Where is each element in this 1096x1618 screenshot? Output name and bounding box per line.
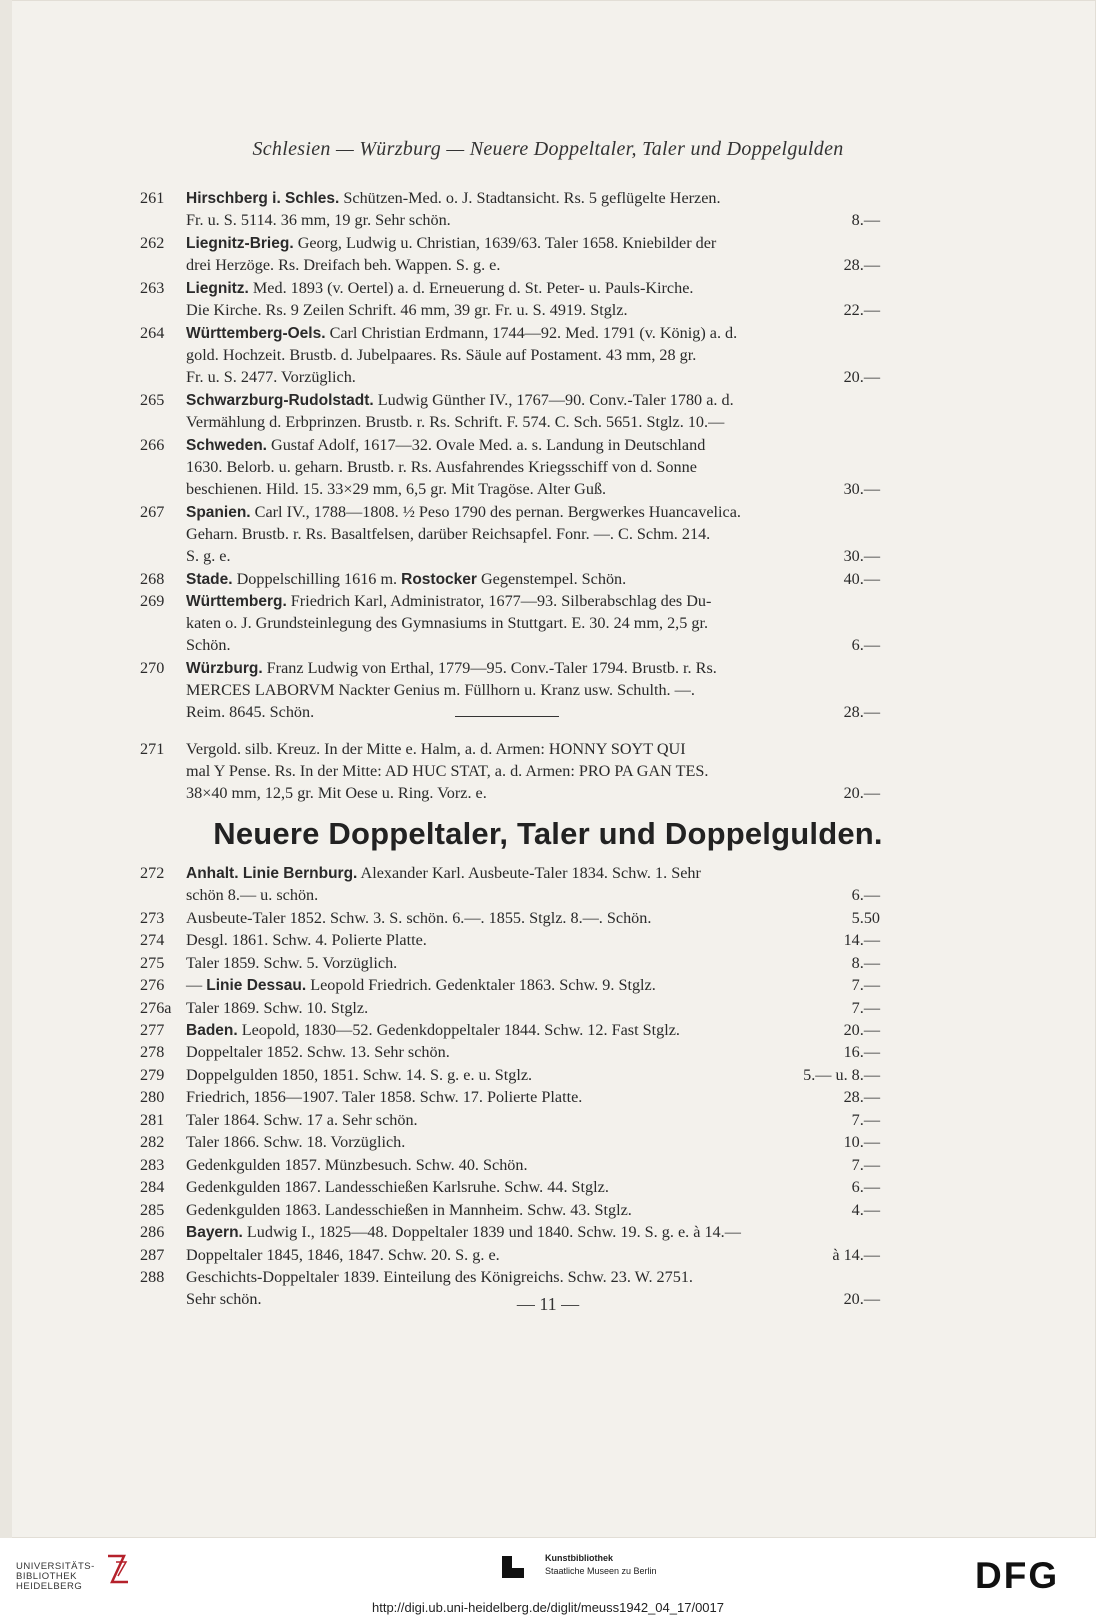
lot-number: 288 <box>140 1268 165 1286</box>
lot-name: Linie Dessau. <box>206 977 307 994</box>
lot-text: Doppelgulden 1850, 1851. Schw. 14. S. g. e. u. Stglz. <box>186 1066 533 1084</box>
lot-description <box>186 907 880 929</box>
lot-price: 6.— <box>851 1178 880 1196</box>
lot-description <box>186 1041 880 1063</box>
lot-line <box>186 1154 880 1176</box>
lot-line <box>186 434 880 456</box>
lot-description <box>186 1221 880 1243</box>
lot-price: 5.50 <box>851 909 880 927</box>
lot-price: 7.— <box>851 1156 880 1174</box>
lot-text: Franz Ludwig von Erthal, 1779—95. Conv.-Taler 1794. Brustb. r. Rs. <box>262 659 717 677</box>
lot-line <box>186 254 880 276</box>
lot-line <box>186 679 880 701</box>
lot-text: Carl IV., 1788—1808. ½ Peso 1790 des pernan. Bergwerkes Huancavelica. <box>250 503 741 521</box>
lot-description <box>186 1154 880 1176</box>
lot-line <box>186 277 880 299</box>
running-header: Schlesien — Würzburg — Neuere Doppeltaler, Taler und Doppelgulden <box>252 138 844 160</box>
lot-line <box>186 1176 880 1198</box>
lot-line <box>186 738 880 760</box>
lot-number: 273 <box>140 909 165 927</box>
lot-number: 281 <box>140 1111 165 1129</box>
lot-entry <box>140 187 880 231</box>
lot-description <box>186 738 880 805</box>
lot-text: Reim. 8645. Schön. <box>186 703 315 722</box>
lot-number: 287 <box>140 1246 165 1264</box>
lot-price: 28.— <box>843 1088 880 1106</box>
lot-price: 28.— <box>843 256 880 275</box>
lot-line <box>186 1131 880 1153</box>
lot-text: Doppeltaler 1845, 1846, 1847. Schw. 20. S. g. e. <box>186 1246 500 1264</box>
lot-text: Gedenkgulden 1863. Landesschießen in Mannheim. Schw. 43. Stglz. <box>186 1201 632 1219</box>
lot-text: Doppelschilling 1616 m. <box>232 570 402 588</box>
lot-line <box>186 634 880 656</box>
lot-line <box>186 389 880 411</box>
lot-line <box>186 1041 880 1063</box>
lot-line <box>186 657 880 679</box>
lot-entry <box>140 1064 880 1086</box>
lot-description <box>186 1199 880 1221</box>
lot-text: schön 8.— u. schön. <box>186 886 319 905</box>
lot-text: Schön. <box>186 636 231 655</box>
lot-line <box>186 545 880 567</box>
lot-text: mal Y Pense. Rs. In der Mitte: AD HUC STAT, a. d. Armen: PRO PA GAN TES. <box>186 762 709 781</box>
lot-line <box>186 952 880 974</box>
lot-number: 262 <box>140 234 165 252</box>
lot-entry <box>140 1041 880 1063</box>
lot-line <box>186 782 880 804</box>
lot-name: Liegnitz-Brieg. <box>186 235 294 252</box>
lot-line <box>186 209 880 231</box>
lot-text: Ludwig I., 1825—48. Doppeltaler 1839 und 1840. Schw. 19. S. g. e. à 14.— <box>242 1223 741 1241</box>
lot-text: Friedrich Karl, Administrator, 1677—93. Silberabschlag des Du- <box>286 592 712 610</box>
lot-entry <box>140 1221 880 1243</box>
lot-name: Würzburg. <box>186 660 263 677</box>
lot-price: 7.— <box>851 1111 880 1129</box>
lot-text: Carl Christian Erdmann, 1744—92. Med. 1791 (v. König) a. d. <box>325 324 738 342</box>
dfg-logo: DFG <box>975 1555 1060 1596</box>
section-heading: Neuere Doppeltaler, Taler und Doppelgulden. <box>213 816 883 851</box>
lot-name: Liegnitz. <box>186 280 249 297</box>
lot-line <box>186 862 880 884</box>
lot-description <box>186 1176 880 1198</box>
lot-entry <box>140 997 880 1019</box>
lot-entry <box>140 590 880 657</box>
lot-entry <box>140 974 880 996</box>
lot-price: 20.— <box>843 368 880 387</box>
kunstbibliothek-label <box>545 1552 657 1578</box>
lot-price: 6.— <box>851 636 880 655</box>
lot-price: 14.— <box>843 931 880 949</box>
lot-description <box>186 434 880 501</box>
lot-text: Gedenkgulden 1867. Landesschießen Karlsruhe. Schw. 44. Stglz. <box>186 1178 609 1196</box>
lot-text: Geharn. Brustb. r. Rs. Basaltfelsen, darüber Reichsapfel. Fonr. —. C. Schm. 214. <box>186 525 711 544</box>
kunstbibliothek-logo-icon <box>502 1556 524 1578</box>
lot-description <box>186 1086 880 1108</box>
lot-price: 5.— u. 8.— <box>803 1066 880 1084</box>
lot-price: 6.— <box>851 886 880 905</box>
lot-text: Desgl. 1861. Schw. 4. Polierte Platte. <box>186 931 427 949</box>
lot-text: drei Herzöge. Rs. Dreifach beh. Wappen. S. g. e. <box>186 256 501 275</box>
source-url[interactable]: http://digi.ub.uni-heidelberg.de/diglit/meuss1942_04_17/0017 <box>372 1600 724 1615</box>
lot-description <box>186 1064 880 1086</box>
separator-rule <box>455 716 559 717</box>
lot-number: 279 <box>140 1066 165 1084</box>
lot-line <box>186 1086 880 1108</box>
lot-name: Schweden. <box>186 437 267 454</box>
lot-line <box>186 322 880 344</box>
lot-description <box>186 974 880 996</box>
lot-number: 283 <box>140 1156 165 1174</box>
lot-line <box>186 456 880 478</box>
lot-price: 22.— <box>843 301 880 320</box>
lot-description <box>186 389 880 433</box>
lot-line <box>186 1221 880 1243</box>
lot-price: à 14.— <box>832 1246 880 1264</box>
lot-text: Vermählung d. Erbprinzen. Brustb. r. Rs. Schrift. F. 574. C. Sch. 5651. Stglz. 10.— <box>186 413 725 432</box>
lot-number: 267 <box>140 503 165 521</box>
lot-line <box>186 232 880 254</box>
lot-entry <box>140 322 880 389</box>
lot-line <box>186 1109 880 1131</box>
lot-text: S. g. e. <box>186 547 231 566</box>
lot-line <box>186 568 880 590</box>
lot-line <box>186 478 880 500</box>
lot-number: 269 <box>140 592 165 610</box>
lot-text: Gedenkgulden 1857. Münzbesuch. Schw. 40. Schön. <box>186 1156 528 1174</box>
lot-description <box>186 1109 880 1131</box>
lot-text: Georg, Ludwig u. Christian, 1639/63. Taler 1658. Kniebilder der <box>293 234 717 252</box>
lot-description <box>186 929 880 951</box>
lot-line <box>186 299 880 321</box>
lot-entry <box>140 952 880 974</box>
lot-description <box>186 590 880 657</box>
lot-text: katen o. J. Grundsteinlegung des Gymnasiums in Stuttgart. E. 30. 24 mm, 2,5 gr. <box>186 614 709 633</box>
lot-line <box>186 187 880 209</box>
kb-line-1: Kunstbibliothek <box>545 1553 613 1563</box>
lot-price: 20.— <box>843 784 880 803</box>
lot-entry <box>140 1019 880 1041</box>
lot-line <box>186 1244 880 1266</box>
lot-description <box>186 1244 880 1266</box>
lot-number: 284 <box>140 1178 165 1196</box>
lot-price: 7.— <box>851 976 880 994</box>
lot-entry <box>140 1109 880 1131</box>
lot-entry <box>140 277 880 321</box>
lot-text: Gustaf Adolf, 1617—32. Ovale Med. a. s. Landung in Deutschland <box>266 436 706 454</box>
lot-name: Württemberg-Oels. <box>186 325 326 342</box>
lot-number: 274 <box>140 931 165 949</box>
university-logo-icon <box>104 1552 132 1586</box>
lot-description <box>186 568 880 590</box>
lot-entry <box>140 1154 880 1176</box>
lot-description <box>186 1131 880 1153</box>
lot-entry <box>140 929 880 951</box>
lot-number: 266 <box>140 436 165 454</box>
uni-line-1: UNIVERSITÄTS- <box>16 1561 95 1572</box>
lot-text: beschienen. Hild. 15. 33×29 mm, 6,5 gr. Mit Tragöse. Alter Guß. <box>186 480 607 499</box>
lot-text: — <box>186 976 207 994</box>
lot-number: 268 <box>140 570 165 588</box>
lot-entry <box>140 1199 880 1221</box>
lot-text: Schützen-Med. o. J. Stadtansicht. Rs. 5 geflügelte Herzen. <box>339 189 721 207</box>
lot-text: Geschichts-Doppeltaler 1839. Einteilung des Königreichs. Schw. 23. W. 2751. <box>186 1268 693 1286</box>
lot-number: 286 <box>140 1223 165 1241</box>
lot-text: Alexander Karl. Ausbeute-Taler 1834. Schw. 1. Sehr <box>357 864 701 882</box>
lot-name: Anhalt. Linie Bernburg. <box>186 865 358 882</box>
lot-price: 8.— <box>851 954 880 972</box>
lot-text: MERCES LABORVM Nackter Genius m. Füllhorn u. Kranz usw. Schulth. —. <box>186 681 695 700</box>
lot-name: Württemberg. <box>186 593 287 610</box>
lot-text: Friedrich, 1856—1907. Taler 1858. Schw. 17. Polierte Platte. <box>186 1088 583 1106</box>
lot-line <box>186 411 880 433</box>
lot-entry <box>140 232 880 276</box>
lot-line <box>186 501 880 523</box>
page-number: — 11 — <box>516 1294 580 1314</box>
lot-text: Sehr schön. <box>186 1290 262 1309</box>
lot-text: 1630. Belorb. u. geharn. Brustb. r. Rs. Ausfahrendes Kriegsschiff von d. Sonne <box>186 458 697 477</box>
lot-text: Doppeltaler 1852. Schw. 13. Sehr schön. <box>186 1043 450 1061</box>
lot-price: 20.— <box>843 1021 880 1039</box>
lot-description <box>186 277 880 321</box>
lot-text: Vergold. silb. Kreuz. In der Mitte e. Halm, a. d. Armen: HONNY SOYT QUI <box>186 740 686 758</box>
lot-entry <box>140 1131 880 1153</box>
lot-price: 28.— <box>843 703 880 722</box>
lot-line <box>186 907 880 929</box>
lot-line <box>186 884 880 906</box>
lot-entry <box>140 1176 880 1198</box>
lot-name: Hirschberg i. Schles. <box>186 190 340 207</box>
lot-price: 40.— <box>843 570 880 588</box>
lot-text: Med. 1893 (v. Oertel) a. d. Erneuerung d. St. Peter- u. Pauls-Kirche. <box>248 279 694 297</box>
lot-number: 285 <box>140 1201 165 1219</box>
lot-price: 30.— <box>843 547 880 566</box>
lot-price: 4.— <box>851 1201 880 1219</box>
lot-line <box>186 974 880 996</box>
lot-line <box>186 344 880 366</box>
lot-text: Leopold Friedrich. Gedenktaler 1863. Schw. 9. Stglz. <box>306 976 656 994</box>
lot-price: 8.— <box>851 211 880 230</box>
lot-number: 270 <box>140 659 165 677</box>
lot-entry <box>140 501 880 568</box>
lot-line <box>186 1019 880 1041</box>
lot-price: 7.— <box>851 999 880 1017</box>
lot-text: Fr. u. S. 2477. Vorzüglich. <box>186 368 356 387</box>
lot-entry <box>140 657 880 724</box>
lot-entry <box>140 1086 880 1108</box>
lot-description <box>186 952 880 974</box>
lot-price: 10.— <box>843 1133 880 1151</box>
lot-line <box>186 997 880 1019</box>
lot-description <box>186 1019 880 1041</box>
lot-text: Die Kirche. Rs. 9 Zeilen Schrift. 46 mm, 39 gr. Fr. u. S. 4919. Stglz. <box>186 301 628 320</box>
lot-text: Ausbeute-Taler 1852. Schw. 3. S. schön. 6.—. 1855. Stglz. 8.—. Schön. <box>186 909 652 927</box>
lot-number: 272 <box>140 864 165 882</box>
lot-line <box>186 612 880 634</box>
uni-line-3: HEIDELBERG <box>16 1581 83 1592</box>
lot-line <box>186 590 880 612</box>
lot-description <box>186 997 880 1019</box>
lot-entry <box>140 907 880 929</box>
lot-text: Leopold, 1830—52. Gedenkdoppeltaler 1844. Schw. 12. Fast Stglz. <box>237 1021 680 1039</box>
lot-price: 16.— <box>843 1043 880 1061</box>
lot-number: 275 <box>140 954 165 972</box>
lot-line <box>186 1199 880 1221</box>
lot-number: 277 <box>140 1021 165 1039</box>
lot-name: Baden. <box>186 1022 238 1039</box>
lot-line <box>186 1064 880 1086</box>
kb-line-2: Staatliche Museen zu Berlin <box>545 1566 657 1576</box>
lot-text: Fr. u. S. 5114. 36 mm, 19 gr. Sehr schön. <box>186 211 451 230</box>
lot-description <box>186 187 880 231</box>
lot-line <box>186 366 880 388</box>
lot-price: 20.— <box>843 1290 880 1309</box>
lot-description <box>186 862 880 906</box>
lot-line <box>186 929 880 951</box>
lot-number: 265 <box>140 391 165 409</box>
lot-text: 38×40 mm, 12,5 gr. Mit Oese u. Ring. Vorz. e. <box>186 784 487 803</box>
lot-number: 278 <box>140 1043 165 1061</box>
lot-number: 261 <box>140 189 165 207</box>
lot-number: 263 <box>140 279 165 297</box>
lot-text: Gegenstempel. Schön. <box>476 570 627 588</box>
lot-text: Taler 1866. Schw. 18. Vorzüglich. <box>186 1133 406 1151</box>
uni-line-2: BIBLIOTHEK <box>16 1571 77 1582</box>
lot-text: Taler 1869. Schw. 10. Stglz. <box>186 999 369 1017</box>
lot-text: Taler 1864. Schw. 17 a. Sehr schön. <box>186 1111 418 1129</box>
lot-text: Taler 1859. Schw. 5. Vorzüglich. <box>186 954 398 972</box>
lot-entry <box>140 1244 880 1266</box>
lot-entry <box>140 434 880 501</box>
lot-text: gold. Hochzeit. Brustb. d. Jubelpaares. Rs. Säule auf Postament. 43 mm, 28 gr. <box>186 346 697 365</box>
lot-number: 280 <box>140 1088 165 1106</box>
lot-price: 30.— <box>843 480 880 499</box>
lot-text: Ludwig Günther IV., 1767—90. Conv.-Taler 1780 a. d. <box>373 391 734 409</box>
lot-number: 276a <box>140 999 172 1017</box>
lot-entry <box>140 862 880 906</box>
lot-number: 282 <box>140 1133 165 1151</box>
lot-entry <box>140 389 880 433</box>
lot-line <box>186 760 880 782</box>
lot-number: 276 <box>140 976 165 994</box>
lot-name: Stade. <box>186 571 233 588</box>
lot-description <box>186 501 880 568</box>
lot-line <box>186 701 880 723</box>
lot-entry <box>140 568 880 590</box>
lot-number: 271 <box>140 740 165 758</box>
lot-description <box>186 232 880 276</box>
lot-number: 264 <box>140 324 165 342</box>
lot-line <box>186 523 880 545</box>
university-library-label <box>16 1562 95 1592</box>
lot-name: Schwarzburg-Rudolstadt. <box>186 392 374 409</box>
lot-description <box>186 657 880 724</box>
lot-line <box>186 1266 880 1288</box>
lot-name: Rostocker <box>401 571 477 588</box>
lot-entry <box>140 738 880 805</box>
lot-name: Bayern. <box>186 1224 243 1241</box>
lot-name: Spanien. <box>186 504 251 521</box>
lot-description <box>186 322 880 389</box>
